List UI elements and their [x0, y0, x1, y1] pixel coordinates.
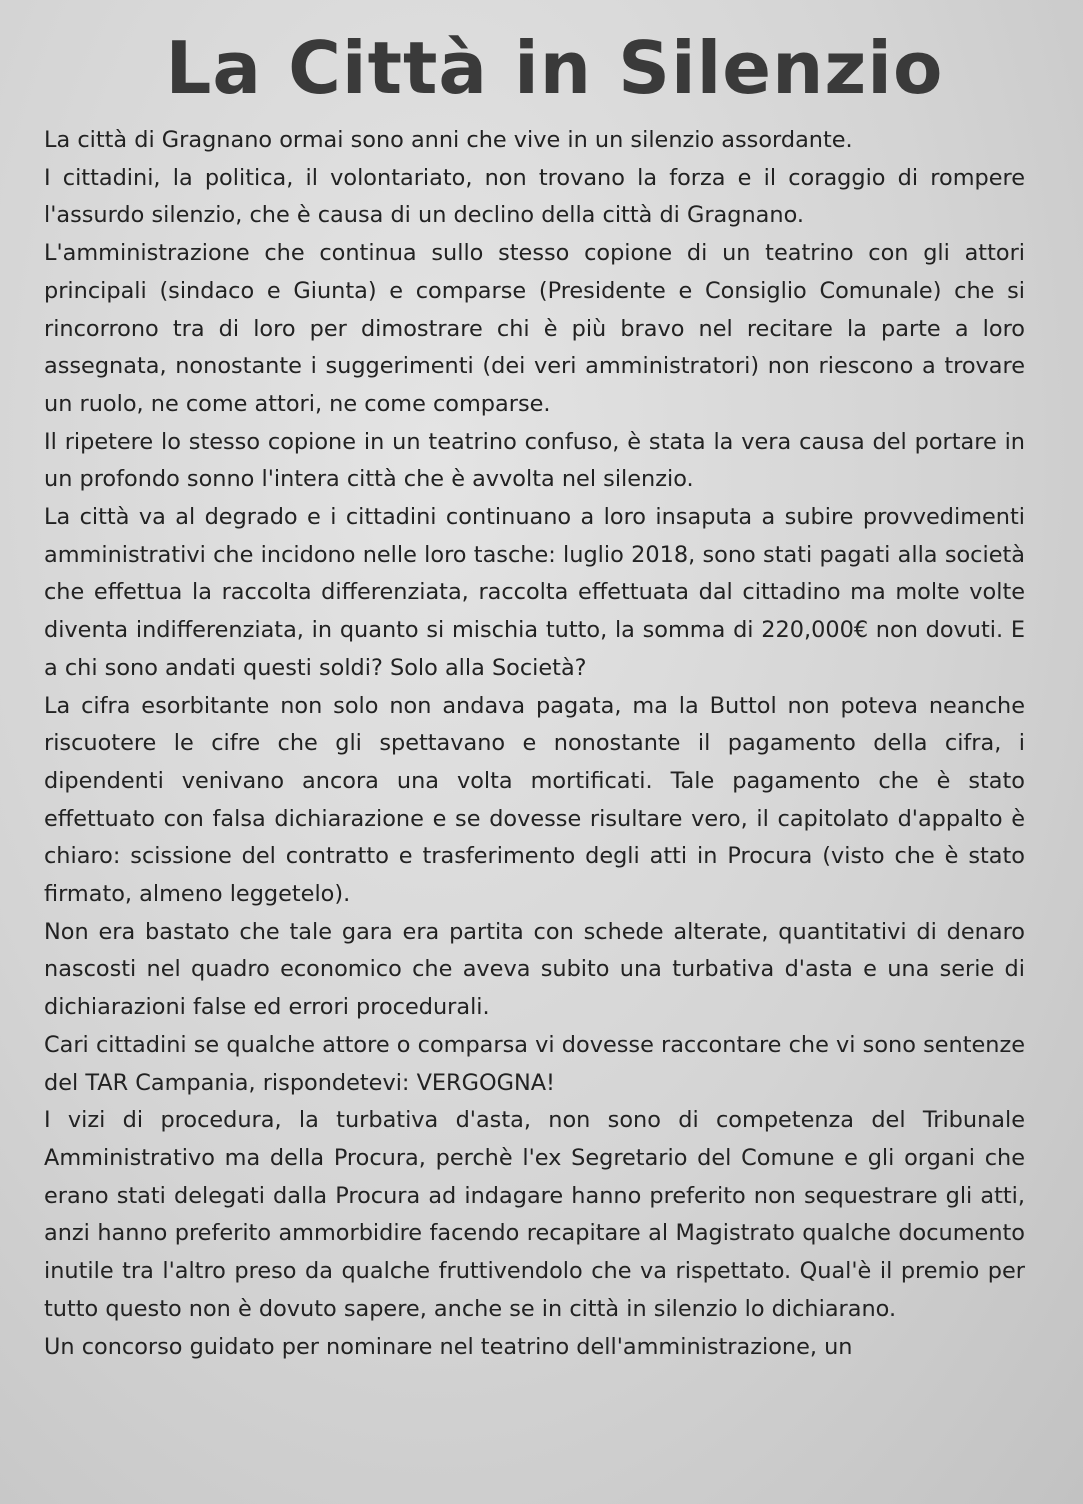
document-body — [44, 122, 1025, 1366]
paragraph: La città di Gragnano ormai sono anni che vive in un silenzio assordante. — [44, 127, 853, 153]
paragraph: La cifra esorbitante non solo non andava pagata, ma la Buttol non poteva neanche riscuotere le cifre che gli spettavano e nonostante il pagamento della cifra, i dipendenti venivano ancora una volta mortificati. Tale pagamento che è stato effettuato con falsa dichiarazione e se dovesse risultare vero, il capitolato d'appalto è chiaro: scissione del contratto e trasferimento degli atti in Procura (visto che è stato firmato, almeno leggetelo). — [44, 692, 1025, 908]
paragraph: Cari cittadini se qualche attore o comparsa vi dovesse raccontare che vi sono sentenze del TAR Campania, rispondetevi: VERGOGNA! — [44, 1031, 1025, 1096]
paragraph: I vizi di procedura, la turbativa d'asta, non sono di competenza del Tribunale Amministrativo ma della Procura, perchè l'ex Segretario del Comune e gli organi che erano stati delegati dalla Procura ad indagare hanno preferito non sequestrare gli atti, anzi hanno preferito ammorbidire facendo recapitare al Magistrato qualche documento inutile tra l'altro preso da qualche fruttivendolo che va rispettato. Qual'è il premio per tutto questo non è dovuto sapere, anche se in città in silenzio lo dichiarano. — [44, 1107, 1025, 1322]
paragraph: I cittadini, la politica, il volontariato, non trovano la forza e il coraggio di rompere l'assurdo silenzio, che è causa di un declino della città di Gragnano. — [44, 164, 1025, 229]
paragraph: L'amministrazione che continua sullo stesso copione di un teatrino con gli attori principali (sindaco e Giunta) e comparse (Presidente e Consiglio Comunale) che si rincorrono tra di loro per dimostrare chi è più bravo nel recitare la parte a loro assegnata, nonostante i suggerimenti (dei veri amministratori) non riescono a trovare un ruolo, ne come attori, ne come comparse. — [44, 240, 1025, 417]
paragraph: La città va al degrado e i cittadini continuano a loro insaputa a subire provvedimenti amministrativi che incidono nelle loro tasche: luglio 2018, sono stati pagati alla società che effettua la raccolta differenziata, raccolta effettuata dal cittadino ma molte volte diventa indifferenziata, in quanto si mischia tutto, la somma di 220,000€ non dovuti. E a chi sono andati questi soldi? Solo alla Società? — [44, 504, 1025, 681]
paragraph: Un concorso guidato per nominare nel teatrino dell'amministrazione, un — [44, 1333, 853, 1360]
paragraph: Il ripetere lo stesso copione in un teatrino confuso, è stata la vera causa del portare in un profondo sonno l'intera città che è avvolta nel silenzio. — [44, 428, 1025, 493]
paragraph: Non era bastato che tale gara era partita con schede alterate, quantitativi di denaro nascosti nel quadro economico che aveva subito una turbativa d'asta e una serie di dichiarazioni false ed errori procedurali. — [44, 918, 1025, 1021]
document-title: La Città in Silenzio — [165, 26, 944, 110]
